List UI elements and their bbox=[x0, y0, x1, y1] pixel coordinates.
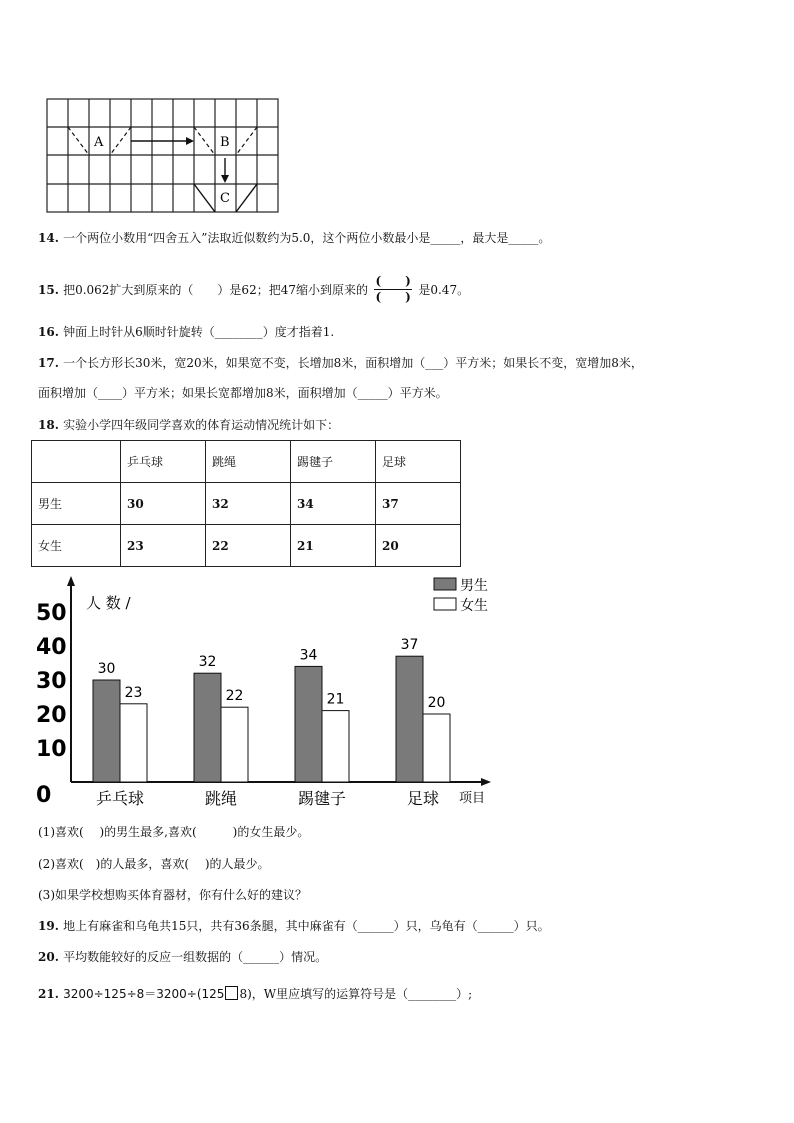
fraction-blank: $\frac{( )}{( )}$ bbox=[375, 274, 411, 304]
table-cell: 34 bbox=[291, 483, 376, 525]
question-17: 17. 一个长方形长30米，宽20米，如果宽不变，长增加8米，面积增加（___）平方米；如果长不变，宽增加8米， bbox=[38, 356, 643, 370]
row-label: 女生 bbox=[32, 525, 121, 567]
x-tick-label: 足球 bbox=[406, 789, 440, 808]
label-b: B bbox=[220, 135, 230, 150]
bar-girls bbox=[423, 714, 450, 782]
question-18-text: 实验小学四年级同学喜欢的体育运动情况统计如下： bbox=[63, 418, 340, 432]
bar-girls bbox=[221, 707, 248, 782]
bar-value-label: 20 bbox=[427, 695, 446, 711]
table-header-cell: 足球 bbox=[376, 441, 461, 483]
legend-label: 男生 bbox=[460, 578, 488, 594]
x-tick-label: 跳绳 bbox=[204, 789, 238, 808]
table-row bbox=[32, 483, 461, 525]
y-tick-label: 30 bbox=[36, 669, 67, 694]
question-20-text: 平均数能较好的反应一组数据的（______）情况。 bbox=[63, 950, 328, 964]
label-a: A bbox=[94, 135, 104, 150]
table-cell: 37 bbox=[376, 483, 461, 525]
x-tick-label: 踢毽子 bbox=[297, 789, 347, 808]
bar-chart bbox=[30, 572, 500, 812]
question-20: 20. 平均数能较好的反应一组数据的（______）情况。 bbox=[38, 950, 328, 964]
y-tick-label: 50 bbox=[36, 601, 67, 626]
question-17-line2: 面积增加（____）平方米；如果长宽都增加8米，面积增加（_____）平方米。 bbox=[38, 386, 448, 400]
bar-girls bbox=[120, 704, 147, 782]
question-18-sub-3: (3)如果学校想购买体育器材，你有什么好的建议？ bbox=[38, 888, 307, 902]
y-tick-label: 0 bbox=[36, 783, 52, 808]
bar-boys bbox=[93, 680, 120, 782]
bar-boys bbox=[194, 673, 221, 782]
legend-swatch bbox=[434, 598, 456, 610]
question-14-text: 一个两位小数用“四舍五入”法取近似数约为5.0，这个两位小数最小是_____，最大是_____。 bbox=[63, 231, 551, 245]
operator-blank-box bbox=[225, 986, 238, 1000]
table-header-cell: 踢毽子 bbox=[291, 441, 376, 483]
table-cell: 21 bbox=[291, 525, 376, 567]
bar-value-label: 22 bbox=[225, 688, 244, 705]
table-header-cell: 乒乓球 bbox=[121, 441, 206, 483]
y-axis-arrow bbox=[67, 576, 75, 586]
bar-value-label: 37 bbox=[400, 637, 419, 654]
question-19-text: 地上有麻雀和乌龟共15只，共有36条腿，其中麻雀有（______）只，乌龟有（______）只。 bbox=[63, 919, 550, 933]
bar-value-label: 23 bbox=[124, 684, 143, 701]
bar-boys bbox=[295, 666, 322, 782]
bar-girls bbox=[322, 711, 349, 782]
table-cell: 32 bbox=[206, 483, 291, 525]
question-16: 16. 钟面上时针从6顺时针旋转（________）度才指着1. bbox=[38, 325, 335, 339]
x-axis-arrow bbox=[481, 778, 491, 786]
label-c: C bbox=[220, 191, 230, 206]
x-axis-label: 项目 bbox=[459, 791, 486, 806]
bar-value-label: 21 bbox=[326, 691, 345, 708]
bar-value-label: 30 bbox=[97, 661, 116, 677]
bar-boys bbox=[396, 656, 423, 782]
legend-label: 女生 bbox=[460, 598, 488, 614]
x-tick-label: 乒乓球 bbox=[95, 789, 145, 808]
question-14: 14. 一个两位小数用“四舍五入”法取近似数约为5.0，这个两位小数最小是_____，最大是_____。 bbox=[38, 231, 551, 245]
question-18-sub-2: (2)喜欢( )的人最多，喜欢( )的人最少。 bbox=[38, 857, 270, 871]
legend-swatch bbox=[434, 578, 456, 590]
y-tick-label: 10 bbox=[36, 737, 67, 762]
y-axis-label: 人 数 / bbox=[86, 594, 131, 612]
stats-table bbox=[31, 440, 461, 567]
table-row bbox=[32, 525, 461, 567]
table-cell: 23 bbox=[121, 525, 206, 567]
table-header-cell: 跳绳 bbox=[206, 441, 291, 483]
y-tick-label: 40 bbox=[36, 635, 67, 660]
bar-value-label: 34 bbox=[299, 647, 318, 664]
table-cell: 20 bbox=[376, 525, 461, 567]
question-19: 19. 地上有麻雀和乌龟共15只，共有36条腿，其中麻雀有（______）只，乌龟有（______）只。 bbox=[38, 919, 550, 933]
y-tick-label: 20 bbox=[36, 703, 67, 728]
question-15: 15. 把0.062扩大到原来的（ ）是62；把47缩小到原来的 $\frac{( )}{( )}$ 是0.47。 bbox=[38, 274, 470, 304]
question-17-continued bbox=[38, 385, 448, 401]
table-header-row bbox=[32, 441, 461, 483]
question-18: 18. 实验小学四年级同学喜欢的体育运动情况统计如下： bbox=[38, 418, 340, 432]
question-16-text: 钟面上时针从6顺时针旋转（________）度才指着1. bbox=[63, 325, 335, 339]
bar-value-label: 32 bbox=[198, 654, 217, 671]
question-17-line1: 一个长方形长30米，宽20米，如果宽不变，长增加8米，面积增加（___）平方米；如果长不变，宽增加8米， bbox=[63, 356, 643, 370]
table-cell: 22 bbox=[206, 525, 291, 567]
question-18-sub-1: (1)喜欢( )的男生最多,喜欢( )的女生最少。 bbox=[38, 825, 310, 839]
table-cell: 30 bbox=[121, 483, 206, 525]
row-label: 男生 bbox=[32, 483, 121, 525]
grid-figure bbox=[46, 98, 280, 214]
question-21: 21. 3200÷125÷8＝3200÷(125 8)，W里应填写的运算符号是（________）; bbox=[38, 987, 473, 1001]
